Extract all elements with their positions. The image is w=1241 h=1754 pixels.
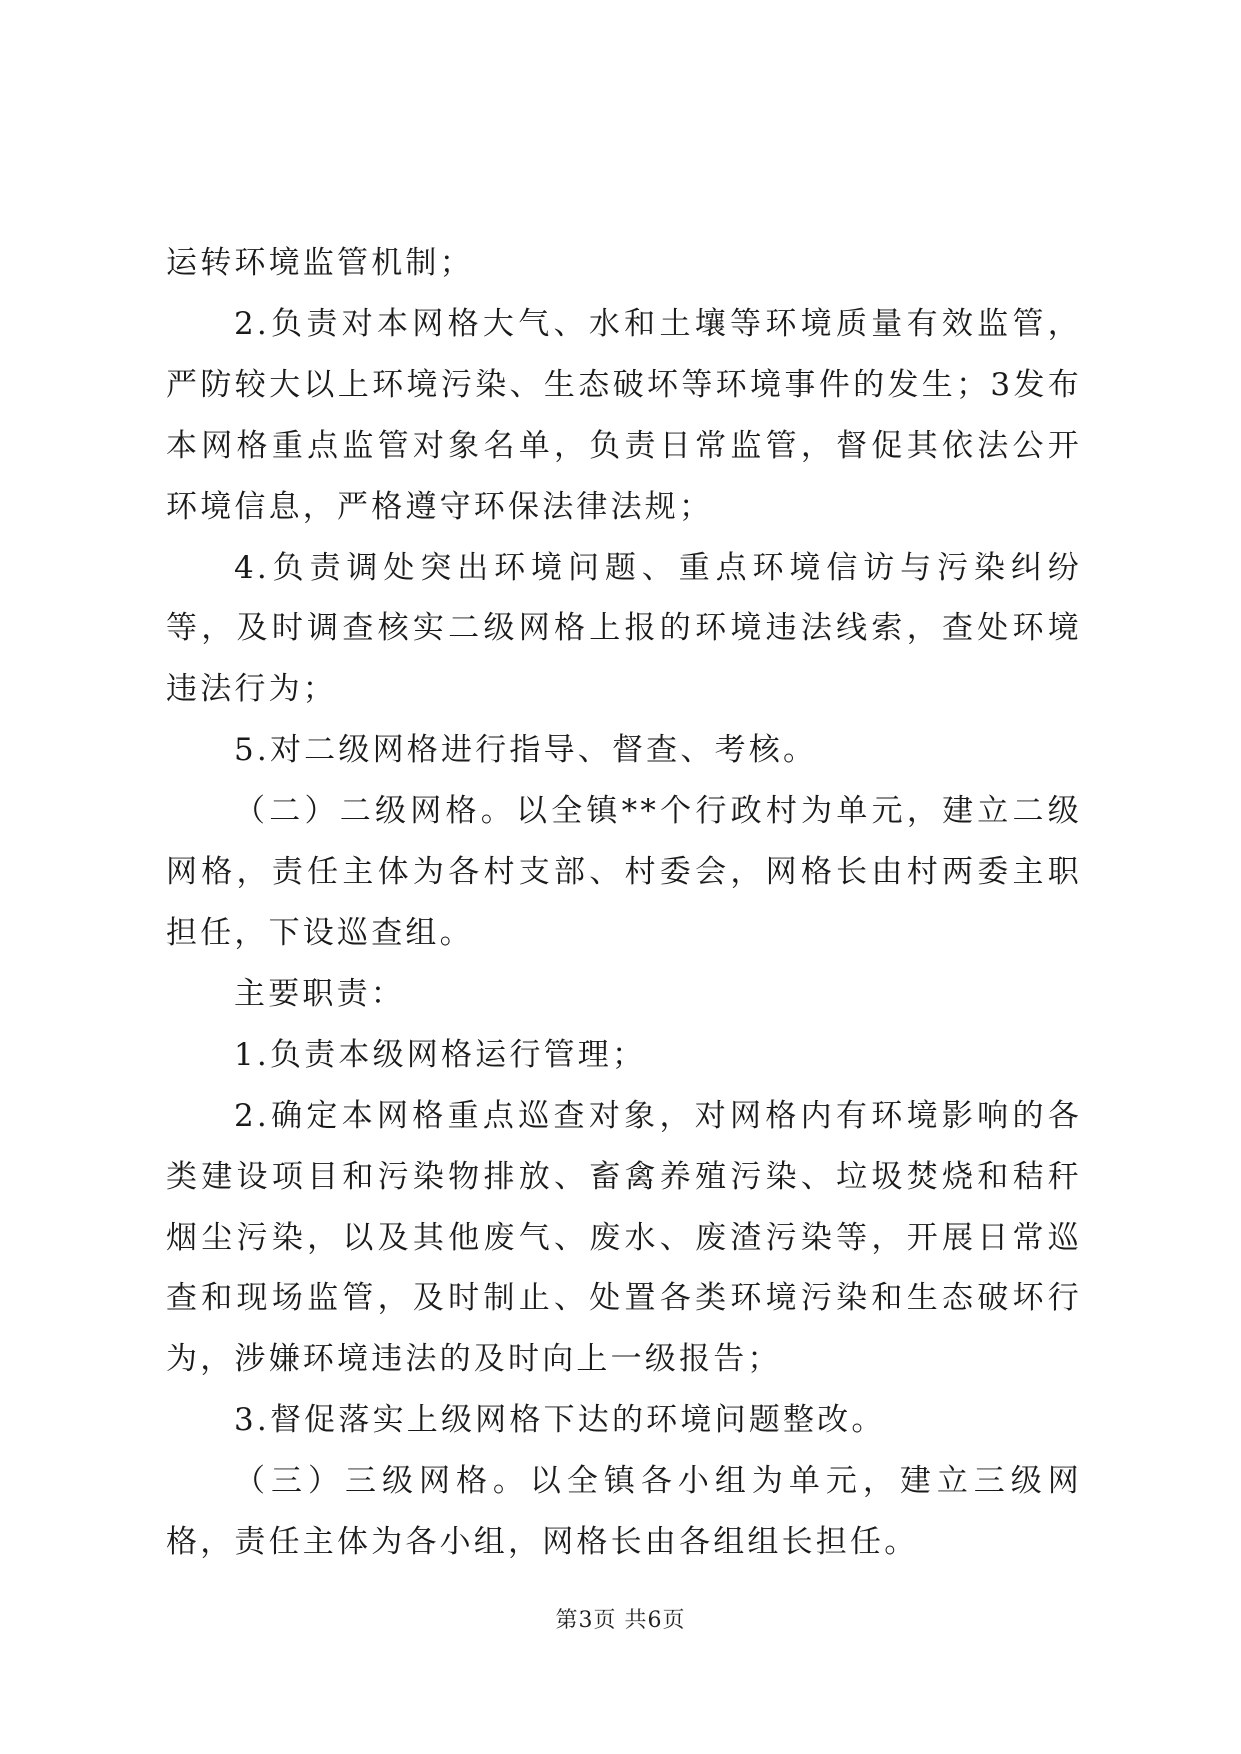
paragraph-6: 主要职责： (234, 975, 405, 1012)
document-body (166, 233, 1082, 1573)
page-footer: 第3页 共6页 (555, 1608, 686, 1633)
paragraph-1: 运转环境监管机制； (166, 245, 474, 281)
paragraph-5: （二）二级网格。以全镇**个行政村为单元，建立二级网格，责任主体为各村支部、村委会，网格长由村两委主职担任，下设巡查组。 (166, 793, 1082, 951)
paragraph-4: 5.对二级网格进行指导、督查、考核。 (234, 732, 818, 769)
paragraph-2: 2.负责对本网格大气、水和土壤等环境质量有效监管，严防较大以上环境污染、生态破坏等环境事件的发生；3发布本网格重点监管对象名单，负责日常监管，督促其依法公开环境信息，严格遵守环保法律法规； (166, 305, 1082, 525)
paragraph-8: 2.确定本网格重点巡查对象，对网格内有环境影响的各类建设项目和污染物排放、畜禽养殖污染、垃圾焚烧和秸秆烟尘污染，以及其他废气、废水、废渣污染等，开展日常巡查和现场监管，及时制止、处置各类环境污染和生态破坏行为，涉嫌环境违法的及时向上一级报告； (166, 1097, 1082, 1378)
paragraph-10: （三）三级网格。以全镇各小组为单元，建立三级网格，责任主体为各小组，网格长由各组组长担任。 (166, 1463, 1082, 1561)
paragraph-3: 4.负责调处突出环境问题、重点环境信访与污染纠纷等，及时调查核实二级网格上报的环境违法线索，查处环境违法行为； (166, 549, 1082, 708)
paragraph-9: 3.督促落实上级网格下达的环境问题整改。 (234, 1402, 886, 1439)
paragraph-7: 1.负责本级网格运行管理； (234, 1036, 647, 1073)
